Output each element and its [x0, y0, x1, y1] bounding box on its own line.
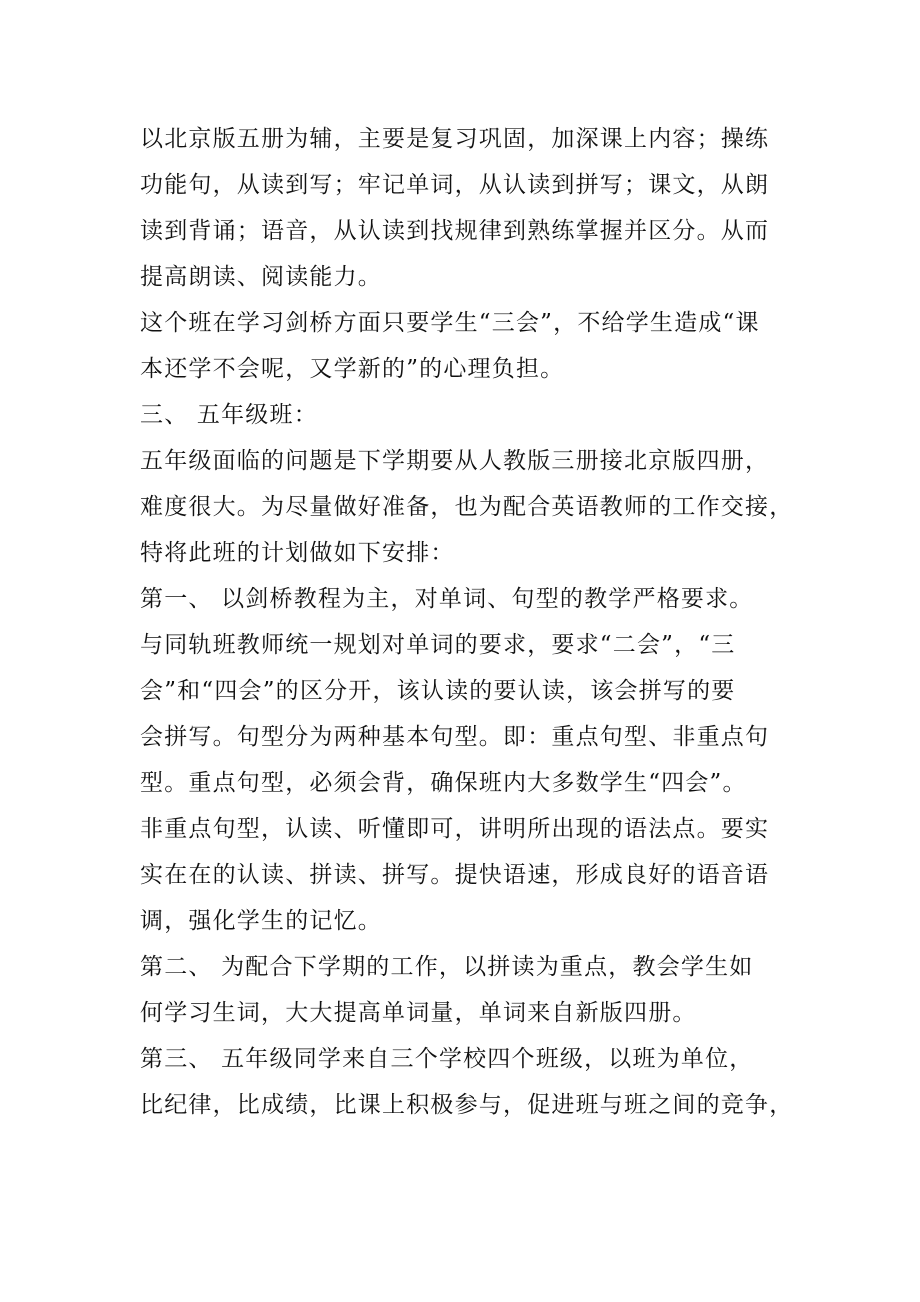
paragraph-line: 比纪律，比成绩，比课上积极参与，促进班与班之间的竞争，: [140, 1092, 794, 1118]
paragraph-line: 会拼写。句型分为两种基本句型。即：重点句型、非重点句: [140, 724, 770, 750]
paragraph-line: 读到背诵；语音，从认读到找规律到熟练掌握并区分。从而: [140, 218, 770, 244]
paragraph-line: 特将此班的计划做如下安排：: [140, 540, 455, 566]
list-item-second: 第二、 为配合下学期的工作，以拼读为重点，教会学生如: [140, 954, 754, 980]
paragraph-line: 本还学不会呢，又学新的”的心理负担。: [140, 356, 565, 382]
paragraph-line: 与同轨班教师统一规划对单词的要求，要求“二会”，“三: [140, 632, 736, 658]
paragraph-line: 五年级面临的问题是下学期要从人教版三册接北京版四册，: [140, 448, 770, 474]
section-heading: 三、 五年级班：: [140, 402, 318, 428]
paragraph-line: 实在在的认读、拼读、拼写。提快语速，形成良好的语音语: [140, 862, 770, 888]
paragraph-line: 会”和“四会”的区分开，该认读的要认读，该会拼写的要: [140, 678, 736, 704]
paragraph-line: 以北京版五册为辅，主要是复习巩固，加深课上内容；操练: [140, 126, 770, 152]
list-item-third: 第三、 五年级同学来自三个学校四个班级，以班为单位，: [140, 1046, 754, 1072]
paragraph-line: 何学习生词，大大提高单词量，单词来自新版四册。: [140, 1000, 697, 1026]
paragraph-line: 这个班在学习剑桥方面只要学生“三会”，不给学生造成“课: [140, 310, 760, 336]
paragraph-line: 非重点句型，认读、听懂即可，讲明所出现的语法点。要实: [140, 816, 770, 842]
paragraph-line: 型。重点句型，必须会背，确保班内大多数学生“四会”。: [140, 770, 747, 796]
paragraph-line: 难度很大。为尽量做好准备，也为配合英语教师的工作交接，: [140, 494, 794, 520]
list-item-first: 第一、 以剑桥教程为主，对单词、句型的教学严格要求。: [140, 586, 754, 612]
paragraph-line: 功能句，从读到写；牢记单词，从认读到拼写；课文，从朗: [140, 172, 770, 198]
paragraph-line: 调，强化学生的记忆。: [140, 908, 382, 934]
paragraph-line: 提高朗读、阅读能力。: [140, 264, 382, 290]
document-page: [140, 116, 800, 1128]
